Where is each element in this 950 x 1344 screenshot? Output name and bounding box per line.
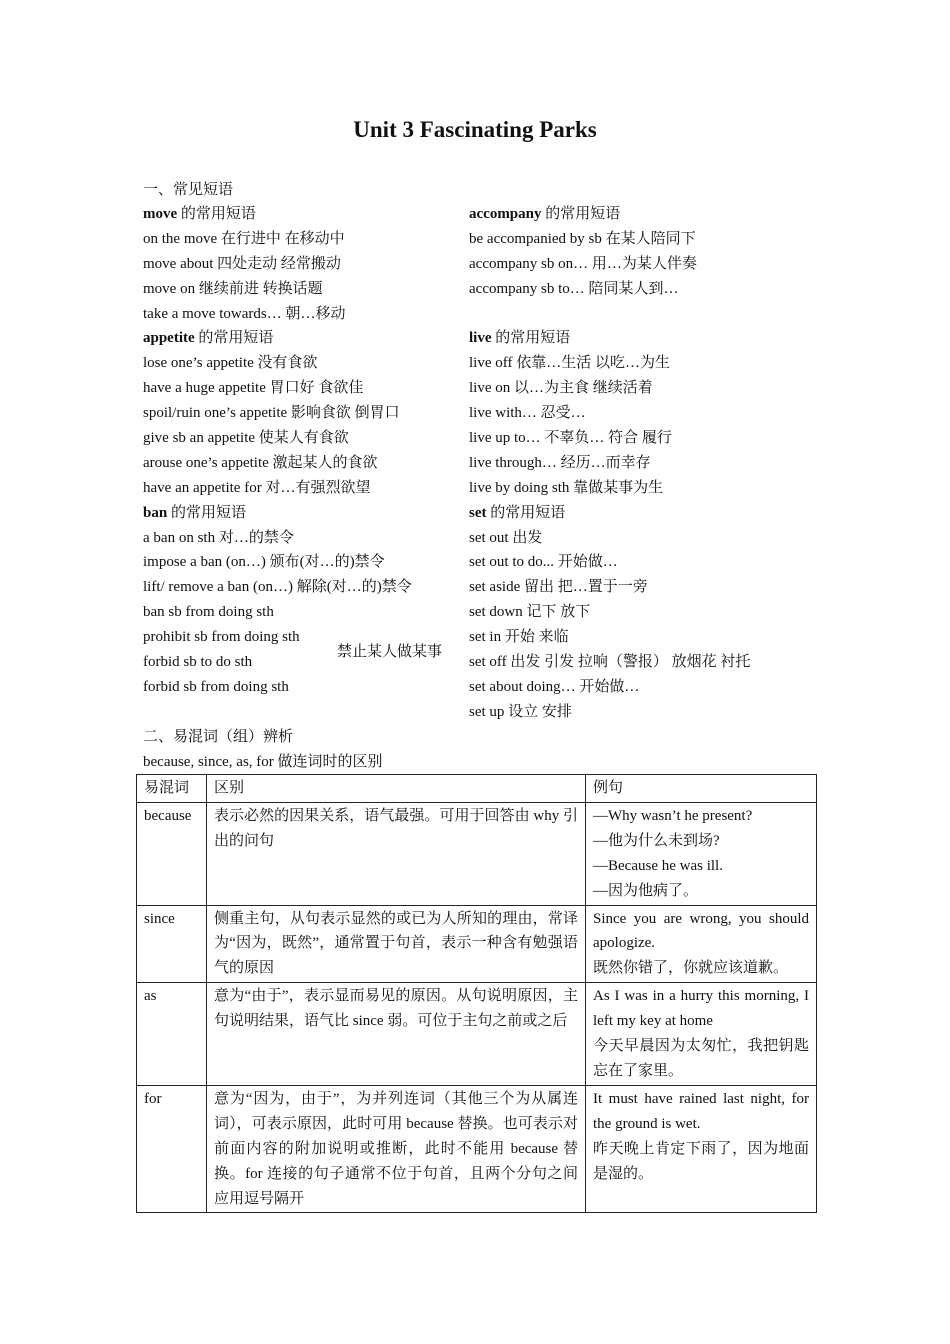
phrase-item <box>469 625 829 650</box>
phrase-text: 的常用短语 <box>491 330 571 347</box>
example-line: As I was in a hurry this morning, I left my key at home <box>593 988 809 1030</box>
phrase-text: set about doing… 开始做… <box>469 678 640 695</box>
phrase-item <box>143 277 463 302</box>
ban-group-meaning: 禁止某人做某事 <box>337 644 443 660</box>
phrase-text: set out 出发 <box>469 529 543 546</box>
phrase-item <box>143 675 463 700</box>
example-line: —Why wasn’t he present? <box>593 807 753 824</box>
phrase-item <box>469 700 829 725</box>
phrase-text: 的常用短语 <box>177 206 256 222</box>
phrase-item <box>143 351 463 376</box>
phrase-list-right <box>469 202 829 725</box>
phrase-text: arouse one’s appetite 激起某人的食欲 <box>143 454 378 471</box>
phrase-text: live on 以…为主食 继续活着 <box>469 380 653 397</box>
table-row <box>137 905 817 983</box>
phrase-group-heading <box>143 501 463 526</box>
header-word: 易混词 <box>137 775 207 803</box>
phrase-text: take a move towards… 朝…移动 <box>143 305 346 322</box>
phrase-text: set out to do... 开始做… <box>469 554 618 571</box>
phrase-text: ban sb from doing sth <box>143 604 274 621</box>
headword: set <box>469 504 487 521</box>
phrase-text: live up to… 不辜负… 符合 履行 <box>469 430 672 447</box>
row-example <box>586 905 817 983</box>
phrase-text: live by doing sth 靠做某事为生 <box>469 479 664 496</box>
phrase-text: be accompanied by sb 在某人陪同下 <box>469 230 696 247</box>
phrase-group-heading <box>143 202 463 227</box>
phrase-text: have an appetite for 对…有强烈欲望 <box>143 479 371 496</box>
example-line: Since you are wrong, you should apologize. <box>593 910 809 952</box>
phrase-text: move about 四处走动 经常搬动 <box>143 255 341 272</box>
phrase-text: prohibit sb from doing sth <box>143 629 300 646</box>
phrase-item <box>469 351 829 376</box>
headword: ban <box>143 504 168 521</box>
phrase-item <box>143 550 463 575</box>
phrase-item <box>143 526 463 551</box>
phrase-item <box>469 600 829 625</box>
phrase-item <box>143 227 463 252</box>
row-difference: 表示必然的因果关系，语气最强。可用于回答由 why 引出的问句 <box>207 802 586 905</box>
phrase-text: accompany sb to… 陪同某人到… <box>469 280 679 297</box>
comparison-table <box>136 774 817 1213</box>
row-example <box>586 983 817 1086</box>
page-title: Unit 3 Fascinating Parks <box>353 117 597 142</box>
phrase-text: set up 设立 安排 <box>469 703 572 720</box>
phrase-text: set off 出发 引发 拉响（警报） 放烟花 衬托 <box>469 654 751 671</box>
phrase-group-heading <box>469 501 829 526</box>
phrase-item <box>469 252 829 277</box>
phrase-text: move on 继续前进 转换话题 <box>143 280 323 297</box>
section-subheading: because, since, as, for 做连词时的区别 <box>143 754 383 770</box>
section-heading-confusables: 二、易混词（组）辨析 <box>143 729 294 745</box>
phrase-item <box>469 476 829 501</box>
headword: move <box>143 206 178 222</box>
phrase-item <box>469 550 829 575</box>
phrase-item <box>469 675 829 700</box>
phrase-text: spoil/ruin one’s appetite 影响食欲 倒胃口 <box>143 405 400 422</box>
row-difference: 侧重主句，从句表示显然的或已为人所知的理由，常译为“因为，既然”，通常置于句首，表示一种含有勉强语气的原因 <box>207 905 586 983</box>
phrase-item <box>469 451 829 476</box>
row-word: as <box>137 983 207 1086</box>
phrase-text: 的常用短语 <box>541 206 621 222</box>
phrase-group-heading <box>469 326 829 351</box>
header-example: 例句 <box>586 775 817 803</box>
example-line: —Because he was ill. <box>593 857 723 874</box>
phrase-item <box>469 650 829 675</box>
example-line: It must have rained last night, for the ground is wet. <box>593 1090 809 1132</box>
example-line: 既然你错了，你就应该道歉。 <box>593 960 789 977</box>
phrase-item <box>469 302 829 327</box>
phrase-item <box>143 252 463 277</box>
headword: accompany <box>469 206 542 222</box>
phrase-group-heading <box>469 202 829 227</box>
table-row <box>137 983 817 1086</box>
phrase-text: set in 开始 来临 <box>469 629 569 646</box>
phrase-text: live with… 忍受… <box>469 405 586 422</box>
header-difference: 区别 <box>207 775 586 803</box>
phrase-text: accompany sb on… 用…为某人伴奏 <box>469 255 697 272</box>
phrase-item <box>143 376 463 401</box>
headword: appetite <box>143 330 195 347</box>
phrase-item <box>143 451 463 476</box>
row-difference: 意为“因为，由于”，为并列连词（其他三个为从属连词），可表示原因，此时可用 because 替换。也可表示对前面内容的附加说明或推断，此时不能用 because 替换。for 连接的句子通常不位于句首，且两个分句之间应用逗号隔开 <box>207 1085 586 1213</box>
example-line: —他为什么未到场? <box>593 832 720 849</box>
phrase-item <box>143 302 463 327</box>
phrase-text: impose a ban (on…) 颁布(对…的)禁令 <box>143 554 385 571</box>
headword: live <box>469 330 492 347</box>
phrase-text: lift/ remove a ban (on…) 解除(对…的)禁令 <box>143 579 412 596</box>
phrase-text: a ban on sth 对…的禁令 <box>143 529 294 546</box>
example-line: 昨天晚上肯定下雨了，因为地面是湿的。 <box>593 1140 809 1182</box>
phrase-group-heading <box>143 326 463 351</box>
phrase-item <box>469 376 829 401</box>
phrase-item <box>469 227 829 252</box>
phrase-item <box>143 426 463 451</box>
row-word: because <box>137 802 207 905</box>
phrase-text: give sb an appetite 使某人有食欲 <box>143 430 349 447</box>
table-header-row <box>137 775 817 803</box>
phrase-item <box>469 401 829 426</box>
phrase-text: 的常用短语 <box>194 330 274 347</box>
phrase-text: live off 依靠…生活 以吃…为生 <box>469 355 670 372</box>
phrase-list-left <box>143 202 463 700</box>
section-heading-phrases: 一、常见短语 <box>143 182 234 198</box>
phrase-text: have a huge appetite 胃口好 食欲佳 <box>143 380 364 397</box>
phrase-item <box>469 277 829 302</box>
row-word: since <box>137 905 207 983</box>
phrase-item <box>143 401 463 426</box>
phrase-item <box>143 600 463 625</box>
row-difference: 意为“由于”，表示显而易见的原因。从句说明原因，主句说明结果，语气比 since 弱。可位于主句之前或之后 <box>207 983 586 1086</box>
phrase-item <box>469 575 829 600</box>
example-line: 今天早晨因为太匆忙，我把钥匙忘在了家里。 <box>593 1038 809 1079</box>
example-line: —因为他病了。 <box>593 882 699 899</box>
table-row <box>137 1085 817 1213</box>
phrase-text: 的常用短语 <box>486 504 566 521</box>
table-row <box>137 802 817 905</box>
row-example <box>586 1085 817 1213</box>
phrase-text: set aside 留出 把…置于一旁 <box>469 579 648 596</box>
row-example <box>586 802 817 905</box>
phrase-item <box>469 526 829 551</box>
phrase-text: forbid sb to do sth <box>143 654 253 671</box>
phrase-item <box>469 426 829 451</box>
phrase-item <box>143 575 463 600</box>
phrase-text: 的常用短语 <box>167 504 246 521</box>
phrase-text: lose one’s appetite 没有食欲 <box>143 355 318 372</box>
phrase-text: set down 记下 放下 <box>469 604 591 621</box>
phrase-text: on the move 在行进中 在移动中 <box>143 230 345 247</box>
phrase-text: forbid sb from doing sth <box>143 678 289 695</box>
row-word: for <box>137 1085 207 1213</box>
phrase-item <box>143 476 463 501</box>
phrase-text: live through… 经历…而幸存 <box>469 454 651 471</box>
